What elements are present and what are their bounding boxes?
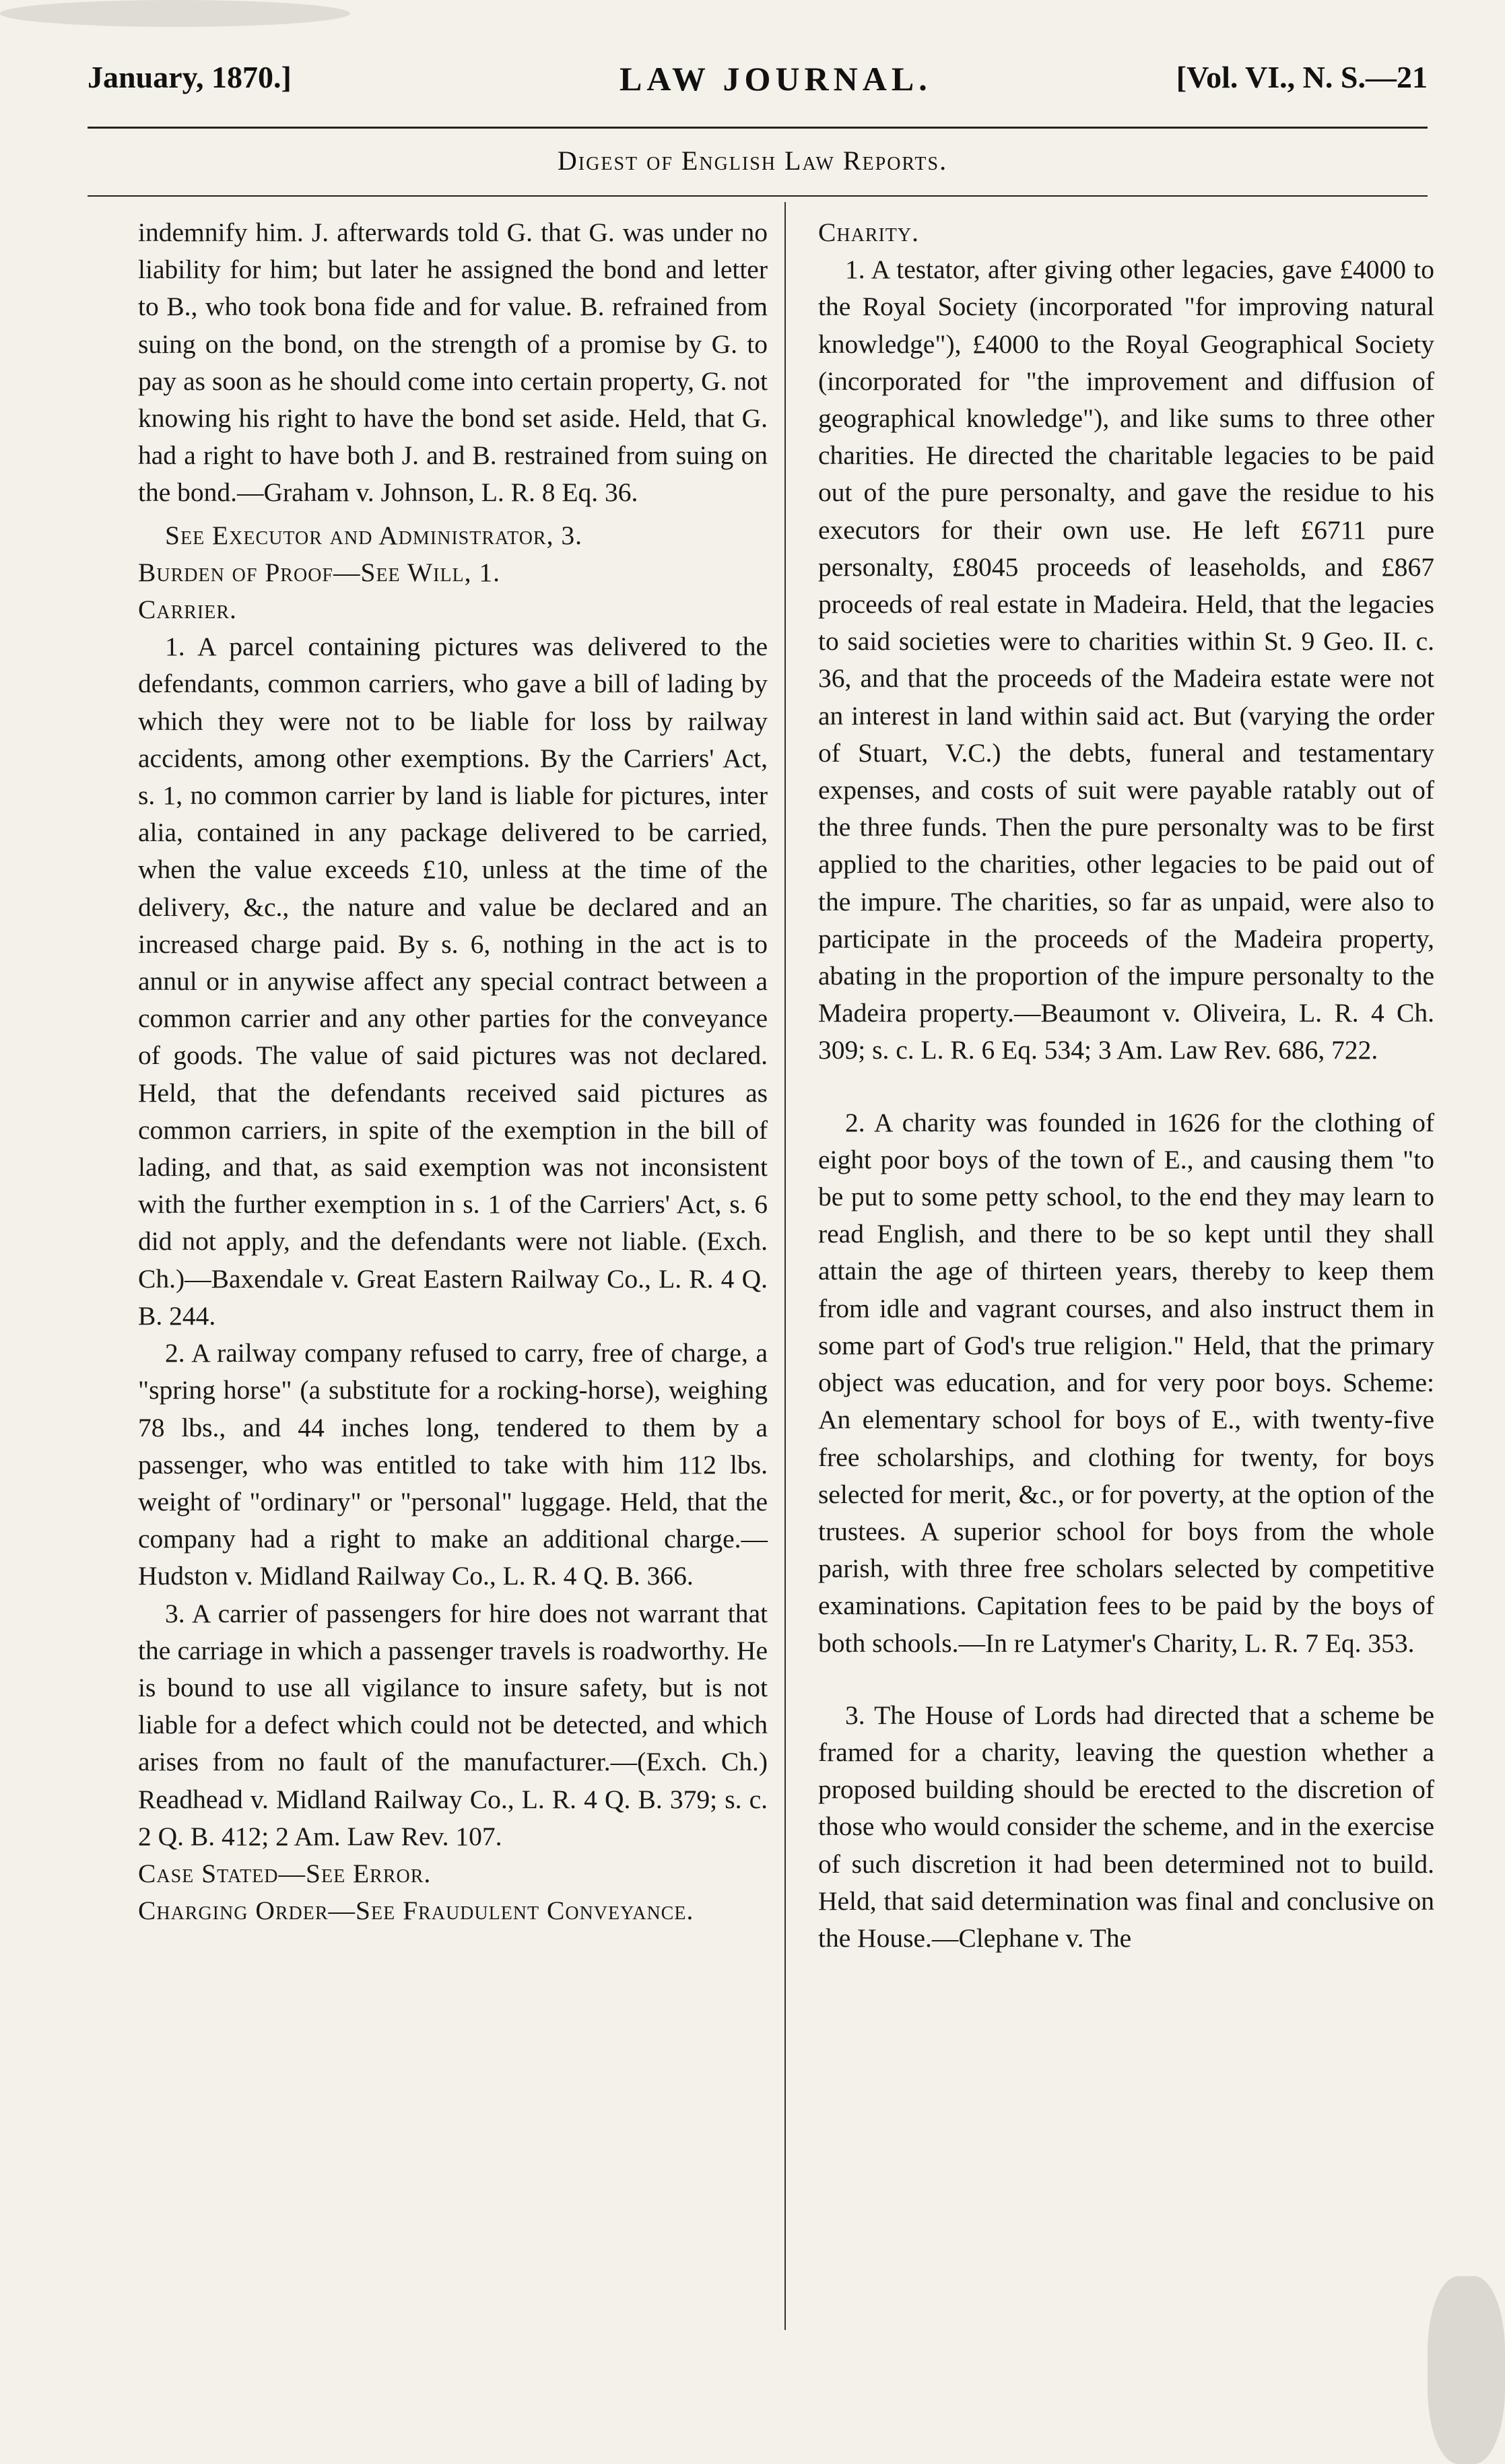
right-column (818, 214, 1434, 1957)
paragraph: 2. A railway company refused to carry, free of charge, a "spring horse" (a substitute for a rocking-horse), weighing 78 lbs., and 44 inches long, tendered to them by a passenger, who was entitled to take with him 112 lbs. weight of "ordinary" or "personal" luggage. Held, that the company had a right to make an additional charge.—Hudston v. Midland Railway Co., L. R. 4 Q. B. 366. (138, 1338, 768, 1591)
cross-reference: See Executor and Administrator, 3. (165, 520, 582, 550)
heading-carrier: Carrier. (138, 595, 237, 625)
header-title: LAW JOURNAL. (620, 60, 932, 98)
running-header (88, 59, 1428, 113)
paragraph: 3. A carrier of passengers for hire does not warrant that the carriage in which a passenger travels is roadworthy. He is bound to use all vigilance to insure safety, but is not liable for a defect which could not be detected, and which arises from no fault of the manufacturer.—(Exch. Ch.) Readhead v. Midland Railway Co., L. R. 4 Q. B. 379; s. c. 2 Q. B. 412; 2 Am. Law Rev. 107. (138, 1598, 768, 1851)
paragraph: 2. A charity was founded in 1626 for the clothing of eight poor boys of the town of E., and causing them "to be put to some petty school, to the end they may learn to read English, and there to be so kept until they shall attain the age of thirteen years, thereby to keep them from idle and vagrant courses, and also instruct them in some part of God's true religion." Held, that the primary object was education, and for very poor boys. Scheme: An elementary school for boys of E., with twenty-five free scholarships, and clothing for twenty, for boys selected for merit, &c., or for poverty, at the option of the trustees. A superior school for boys from the whole parish, with three free scholars selected by competitive examinations. Capitation fees to be paid by the boys of both schools.—In re Latymer's Charity, L. R. 7 Eq. 353. (818, 1107, 1434, 1658)
section-title: Digest of English Law Reports. (557, 145, 948, 176)
paragraph: 1. A parcel containing pictures was delivered to the defendants, common carriers, who gave a bill of lading by which they were not to be liable for loss by railway accidents, among other exemptions. By the Carriers' Act, s. 1, no common carrier by land is liable for pictures, inter alia, contained in any package delivered to be carried, when the value exceeds £10, unless at the time of the delivery, &c., the nature and value be declared and an increased charge paid. By s. 6, nothing in the act is to annul or in anywise affect any special contract between a common carrier and any other parties for the conveyance of goods. The value of said pictures was not declared. Held, that the defendants received said pictures as common carriers, in spite of the exemption in the bill of lading, and that, as said exemption was not inconsistent with the further exemption in s. 1 of the Carriers' Act, s. 6 did not apply, and the defendants were not liable. (Exch. Ch.)—Baxendale v. Great Eastern Railway Co., L. R. 4 Q. B. 244. (138, 632, 768, 1331)
paragraph: 3. The House of Lords had directed that a scheme be framed for a charity, leaving the question whether a proposed building should be erected to the discretion of those who would consider the scheme, and in the exercise of such discretion it had been determined not to build. Held, that said determination was final and conclusive on the House.—Clephane v. The (818, 1700, 1434, 1953)
heading-charity: Charity. (818, 218, 919, 247)
scan-smudge-top (0, 0, 350, 27)
left-column (138, 214, 768, 1929)
heading-burden-of-proof: Burden of Proof—See Will, 1. (138, 557, 501, 587)
header-volume: [Vol. VI., N. S.—21 (1176, 60, 1428, 94)
paragraph: 1. A testator, after giving other legacies, gave £4000 to the Royal Society (incorporated "for improving natural knowledge"), £4000 to the Royal Geographical Society (incorporated for "the improvement and diffusion of geographical knowledge"), and like sums to three other charities. He directed the charitable legacies to be paid out of the pure personalty, and gave the residue to his executors for their own use. He left £6711 pure personalty, £8045 proceeds of leaseholds, and £867 proceeds of real estate in Madeira. Held, that the legacies to said societies were to charities within St. 9 Geo. II. c. 36, and that the proceeds of the Madeira estate were not an interest in land within said act. But (varying the order of Stuart, V.C.) the debts, funeral and testamentary expenses, and costs of suit were payable ratably out of the three funds. Then the pure personalty was to be first applied to the charities, other legacies to be paid out of the impure. The charities, so far as unpaid, were also to participate in the proceeds of the Madeira property, abating in the proportion of the impure personalty to the Madeira property.—Beaumont v. Oliveira, L. R. 4 Ch. 309; s. c. L. R. 6 Eq. 534; 3 Am. Law Rev. 686, 722. (818, 255, 1434, 1065)
scan-smudge-corner (1428, 2276, 1505, 2464)
paragraph: indemnify him. J. afterwards told G. that G. was under no liability for him; but later he assigned the bond and letter to B., who took bona fide and for value. B. refrained from suing on the bond, on the strength of a promise by G. to pay as soon as he should come into certain property, G. not knowing his right to have the bond set aside. Held, that G. had a right to have both J. and B. restrained from suing on the bond.—Graham v. Johnson, L. R. 8 Eq. 36. (138, 218, 768, 508)
header-date: January, 1870.] (88, 60, 292, 94)
column-divider (784, 202, 786, 2330)
paragraph-gap (818, 1662, 1434, 1697)
header-rule (88, 127, 1428, 129)
section-rule (88, 195, 1428, 197)
heading-charging-order: Charging Order—See Fraudulent Conveyance. (138, 1896, 694, 1926)
heading-case-stated: Case Stated—See Error. (138, 1858, 432, 1888)
paragraph-gap (818, 1069, 1434, 1104)
